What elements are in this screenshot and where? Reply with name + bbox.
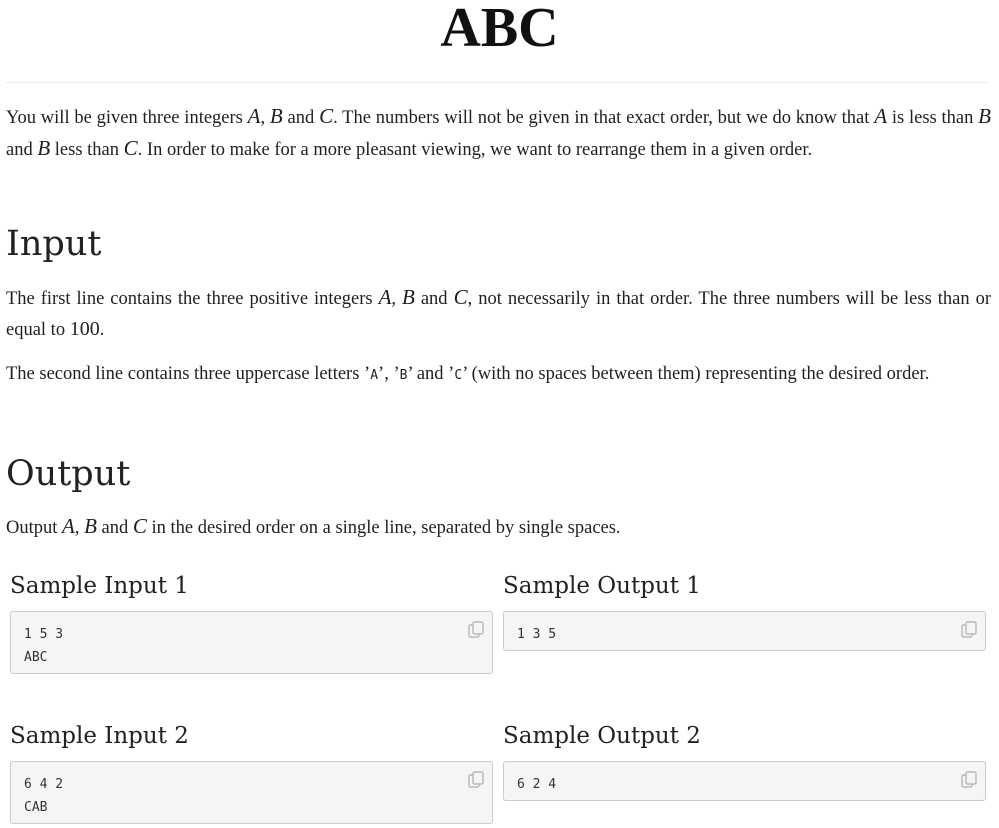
sample-input-1-box xyxy=(10,611,493,674)
sample-input-2-text: 6 4 2 CAB xyxy=(24,777,64,815)
sample-output-2-text: 6 2 4 xyxy=(517,777,557,792)
copy-icon[interactable] xyxy=(466,770,486,790)
sample-input-1-text: 1 5 3 ABC xyxy=(24,627,64,665)
sample-input-1-heading: Sample Input 1 xyxy=(10,573,189,599)
copy-icon[interactable] xyxy=(466,620,486,640)
copy-icon[interactable] xyxy=(959,770,979,790)
sample-output-1-heading: Sample Output 1 xyxy=(503,573,701,599)
sample-output-2-heading: Sample Output 2 xyxy=(503,723,701,749)
sample-output-1-box xyxy=(503,611,986,651)
copy-icon[interactable] xyxy=(959,620,979,640)
input-paragraph-1: The first line contains the three positive integers A, B and C, not necessarily in that order. The three numbers will be less than or equal to 100. xyxy=(6,285,992,340)
sample-input-2-box xyxy=(10,761,493,824)
sample-output-2-box xyxy=(503,761,986,801)
input-paragraph-2: The second line contains three uppercase letters ’A’, ’B’ and ’C’ (with no spaces between them) representing the desired order. xyxy=(6,364,930,384)
sample-output-1-text: 1 3 5 xyxy=(517,627,557,642)
problem-title: ABC xyxy=(440,0,559,59)
sample-input-2-heading: Sample Input 2 xyxy=(10,723,189,749)
output-paragraph: Output A, B and C in the desired order on a single line, separated by single spaces. xyxy=(6,514,621,538)
input-heading: Input xyxy=(6,224,102,264)
title-divider xyxy=(6,82,990,83)
output-heading: Output xyxy=(6,454,131,494)
intro-paragraph: You will be given three integers A, B and C. The numbers will not be given in that exact order, but we do know that A is less than B and B less than C. In order to make for a more pleasant viewing, we want to rearrange them in a given order. xyxy=(6,104,991,160)
